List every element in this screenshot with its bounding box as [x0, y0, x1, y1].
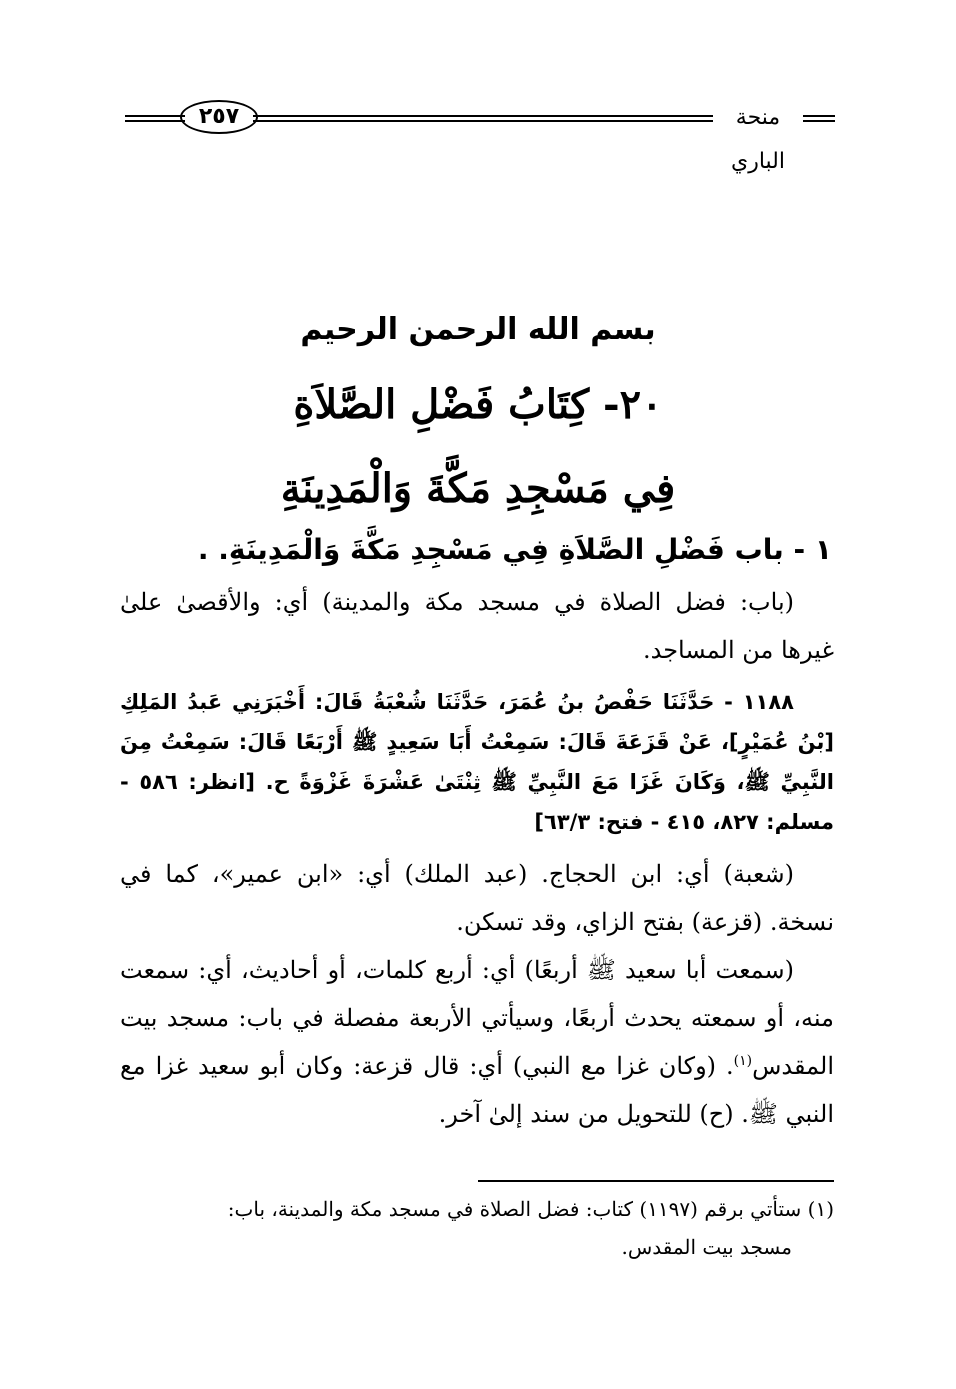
hadith-text: ١١٨٨ - حَدَّثَنَا حَفْصُ بنُ عُمَرَ، حَدَّثَنَا شُعْبَةُ قَالَ: أَخْبَرَنِي عَبدُ المَلِكِ [بْنُ عُمَيْرٍ]، عَنْ قَزَعَةَ قَالَ: سَمِعْتُ أَبَا سَعِيدٍ ﷺ أَرْبَعًا قَالَ: سَمِعْتُ مِنَ النَّبِيِّ ﷺ، وَكَانَ غَزَا مَعَ النَّبِيِّ ﷺ ثِنْتَىٰ عَشْرَةَ غَزْوَةً ح. [انظر: ٥٨٦ - مسلم: ٨٢٧، ٤١٥ - فتح: ٦٣/٣] — [120, 690, 834, 834]
footnotes — [120, 1190, 834, 1266]
header-rule-left — [125, 115, 185, 122]
page-number: ٢٥٧ — [180, 100, 258, 134]
main-text — [120, 578, 834, 1138]
footnote-marker: (١) — [733, 1053, 753, 1069]
running-header — [125, 96, 835, 174]
chapter-heading: ١ - باب فَضْلِ الصَّلاَةِ فِي مَسْجِدِ مَكَّةَ وَالْمَدِينَةِ. . — [197, 533, 832, 566]
footnote-1-line-2: مسجد بيت المقدس. — [621, 1235, 792, 1259]
footnote-separator — [478, 1180, 834, 1182]
commentary-paragraph-2: (شعبة) أي: ابن الحجاج. (عبد الملك) أي: «ابن عمير»، كما في نسخة. (قزعة) بفتح الزاي، وقد تسكن. — [120, 860, 834, 936]
paragraph-3-part-2: . (وكان غزا مع النبي) أي: قال قزعة: وكان أبو سعيد غزا مع النبي ﷺ. (ح) للتحويل من سند إلىٰ آخر. — [120, 1052, 834, 1128]
book-title-line-2: فِي مَسْجِدِ مَكَّةَ وَالْمَدِينَةِ — [280, 465, 676, 512]
footnote-1-line-1: (١) ستأتي برقم (١١٩٧) كتاب: فضل الصلاة في مسجد مكة والمدينة، باب: — [227, 1197, 834, 1221]
commentary-paragraph-1: (باب: فضل الصلاة في مسجد مكة والمدينة) أي: والأقصىٰ علىٰ غيرها من المساجد. — [120, 588, 834, 664]
basmala: بسم الله الرحمن الرحيم — [300, 312, 656, 347]
paragraph-3-part-1: (سمعت أبا سعيد ﷺ أربعًا) أي: أربع كلمات، أو أحاديث، أي: سمعت منه، أو سمعته يحدث أربعًا، وسيأتي الأربعة مفصلة في باب: مسجد بيت المقدس — [120, 956, 834, 1080]
running-title: منحة الباري — [730, 105, 785, 174]
header-rule-middle — [253, 115, 713, 122]
commentary-paragraph-3 — [120, 946, 834, 1138]
header-rule-right — [803, 115, 835, 122]
book-title-line-1: ٢٠- كِتَابُ فَضْلِ الصَّلاَةِ — [293, 381, 663, 428]
